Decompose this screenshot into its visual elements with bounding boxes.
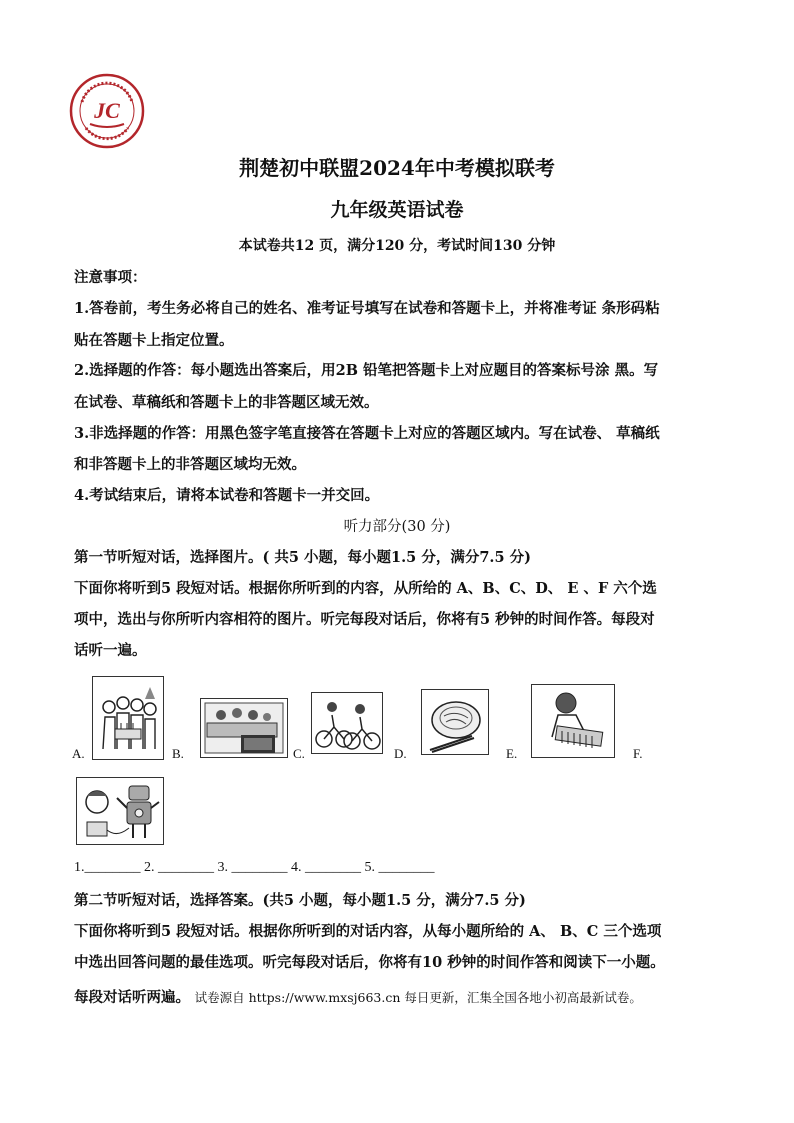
source-note: 试卷源自 https://www.mxsj663.cn 每日更新，汇集全国各地小初高最新试卷。: [194, 990, 642, 1005]
section1-title: 第一节听短对话，选择图片。( 共5 小题，每小题1.5 分，满分7.5 分): [74, 549, 531, 566]
section2-title: 第二节听短对话，选择答案。(共5 小题，每小题1.5 分，满分7.5 分): [74, 892, 526, 909]
option-label-e: E.: [506, 746, 518, 761]
section1-instruction: 话听一遍。: [74, 642, 147, 659]
notes-line: 3.非选择题的作答：用黑色签字笔直接答在答题卡上对应的答题区域内。写在试卷、 草稿纸: [74, 425, 660, 442]
option-label-b: B.: [172, 746, 184, 761]
notes-line: 2.选择题的作答：每小题选出答案后，用2B 铅笔把答题卡上对应题目的答案标号涂 黑。写: [74, 362, 659, 379]
picture-c-cycling: [311, 692, 383, 754]
logo-text: JC: [94, 98, 120, 123]
option-label-a: A.: [72, 746, 85, 761]
exam-subtitle: 九年级英语试卷: [330, 199, 464, 221]
picture-f-robot: [76, 777, 164, 845]
notes-heading: 注意事项：: [74, 269, 147, 286]
section2-instruction: 下面你将听到5 段短对话。根据你所听到的对话内容，从每小题所给的 A、 B、C 三个选项: [74, 923, 662, 940]
picture-e-piano: [531, 684, 615, 758]
listening-heading: 听力部分(30 分): [343, 519, 451, 535]
notes-line: 1.答卷前，考生务必将自己的姓名、准考证号填写在试卷和答题卡上，并将准考证 条形码粘: [74, 300, 660, 317]
exam-title: 荆楚初中联盟2024年中考模拟联考: [239, 156, 555, 180]
option-label-c: C.: [293, 746, 305, 761]
exam-info: 本试卷共12 页，满分120 分，考试时间130 分钟: [238, 238, 556, 254]
option-label-d: D.: [394, 746, 407, 761]
section1-instruction: 下面你将听到5 段短对话。根据你所听到的内容，从所给的 A、B、C、D、 E 、F 六个选: [74, 580, 657, 597]
option-label-f: F.: [633, 746, 643, 761]
notes-line: 在试卷、草稿纸和答题卡上的非答题区域无效。: [74, 394, 379, 411]
picture-b-family-tv: [200, 698, 288, 758]
notes-line: 贴在答题卡上指定位置。: [74, 332, 234, 349]
notes-line: 4.考试结束后，请将本试卷和答题卡一并交回。: [74, 487, 380, 504]
section2-instruction: 中选出回答问题的最佳选项。听完每段对话后，你将有10 秒钟的时间作答和阅读下一小题。: [74, 954, 665, 971]
section2-repeat-note: 每段对话听两遍。: [74, 989, 190, 1006]
answer-blanks: 1.________ 2. ________ 3. ________ 4. ________ 5. ________: [74, 860, 435, 875]
picture-d-noodles: [421, 689, 489, 755]
school-logo: [68, 72, 146, 150]
picture-a-party: [92, 676, 164, 760]
section1-instruction: 项中，选出与你所听内容相符的图片。听完每段对话后，你将有5 秒钟的时间作答。每段对: [74, 611, 655, 628]
notes-line: 和非答题卡上的非答题区域均无效。: [74, 456, 306, 473]
